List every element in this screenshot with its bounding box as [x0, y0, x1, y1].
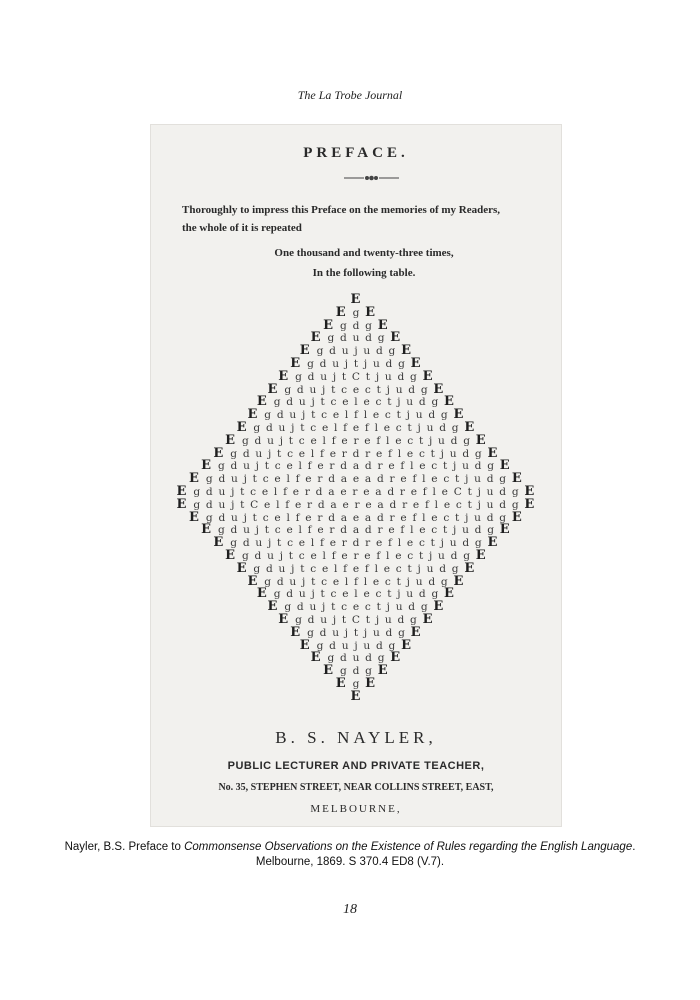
diamond-row: E g d g E [323, 663, 389, 679]
diamond-row: E g d u j t c e l f e r d a e r e a d r e f l e C t j u d g E [176, 484, 536, 499]
diamond-row: E g d u j t c e l f e r d a e a d r e f l e c t j u d g E [189, 509, 523, 525]
diamond-row: E g d u j t c e l e c t j u d g E [256, 586, 456, 602]
diamond-row: E g d g E [323, 317, 389, 333]
preface-intro [182, 201, 562, 237]
diamond-row: E g d u j t c e l f e r d a e a d r e f l e c t j u d g E [189, 471, 523, 487]
intro-line-2: the whole of it is repeated [182, 222, 302, 234]
diamond-row: E g d u j t c e l f e f l e c t j u d g E [236, 420, 476, 435]
diamond-row: E [350, 688, 362, 704]
diamond-row: E g d u j u d g E [299, 637, 413, 653]
diamond-row: E g d u j t c e l f e r d r e f l e c t j u d g E [213, 535, 499, 551]
figure-caption [60, 840, 640, 870]
intro-line-1: Thoroughly to impress this Preface on the memories of my Readers, [182, 204, 501, 216]
caption-line-2: Melbourne, 1869. S 370.4 ED8 (V.7). [255, 856, 445, 868]
author-city: MELBOURNE, [310, 803, 402, 815]
table-line: In the following table. [312, 267, 416, 279]
diamond-row: E g d u j t c e l f l e c t j u d g E [247, 573, 465, 589]
count-line: One thousand and twenty-three times, [274, 247, 454, 259]
author-role: PUBLIC LECTURER AND PRIVATE TEACHER, [227, 760, 485, 772]
preface-title: PREFACE. [303, 145, 409, 161]
diamond-row: E g d u j t c e l f e r d a d r e f l e c t j u d g E [201, 458, 511, 474]
diamond-row: E g d u j t c e l e c t j u d g E [256, 394, 456, 410]
caption-suffix: . [632, 841, 636, 853]
diamond-row: E g d u j t c e c t j u d g E [267, 381, 445, 397]
diamond-row: E g d u j t C t j u d g E [278, 368, 434, 384]
caption-book-title: Commonsense Observations on the Existence of Rules regarding the English Language [184, 841, 633, 853]
diamond-row: E g d u j t c e l f l e c t j u d g E [247, 407, 465, 423]
diamond-row: E g d u j t j u d g E [290, 356, 422, 371]
author-name: B. S. NAYLER, [275, 728, 437, 747]
diamond-row: E g d u d g E [310, 650, 402, 666]
author-address: No. 35, STEPHEN STREET, NEAR COLLINS STREET, EAST, [218, 782, 494, 793]
page-number: 18 [343, 902, 357, 917]
diamond-row: E g d u j t C t j u d g E [278, 612, 434, 627]
caption-prefix: Nayler, B.S. Preface to [64, 841, 185, 853]
diamond-row: E g d u j t C e l f e r d a e r e a d r e f l e c t j u d g E [176, 496, 536, 512]
diamond-row: E g d u j t c e l f e r d a d r e f l e c t j u d g E [201, 522, 511, 538]
scanned-preface-page [150, 124, 562, 827]
diamond-row: E g d u j t c e l f e f l e c t j u d g E [236, 560, 476, 576]
diamond-row: E g E [335, 304, 377, 320]
diamond-row: E g d u j t c e l f e r d r e f l e c t j u d g E [213, 445, 499, 461]
letter-diamond-table [150, 294, 562, 704]
diamond-row: E [350, 292, 362, 307]
diamond-row: E g d u d g E [310, 330, 402, 346]
diamond-row: E g d u j t c e c t j u d g E [267, 599, 445, 615]
diamond-row: E g d u j u d g E [299, 343, 413, 359]
diamond-row: E g d u j t c e l f e r e f l e c t j u d g E [225, 548, 487, 563]
ornament-divider-icon [344, 173, 399, 183]
running-head: The La Trobe Journal [297, 88, 403, 102]
diamond-row: E g d u j t c e l f e r e f l e c t j u d g E [225, 432, 487, 448]
diamond-row: E g E [335, 676, 377, 691]
diamond-row: E g d u j t j u d g E [290, 624, 422, 640]
